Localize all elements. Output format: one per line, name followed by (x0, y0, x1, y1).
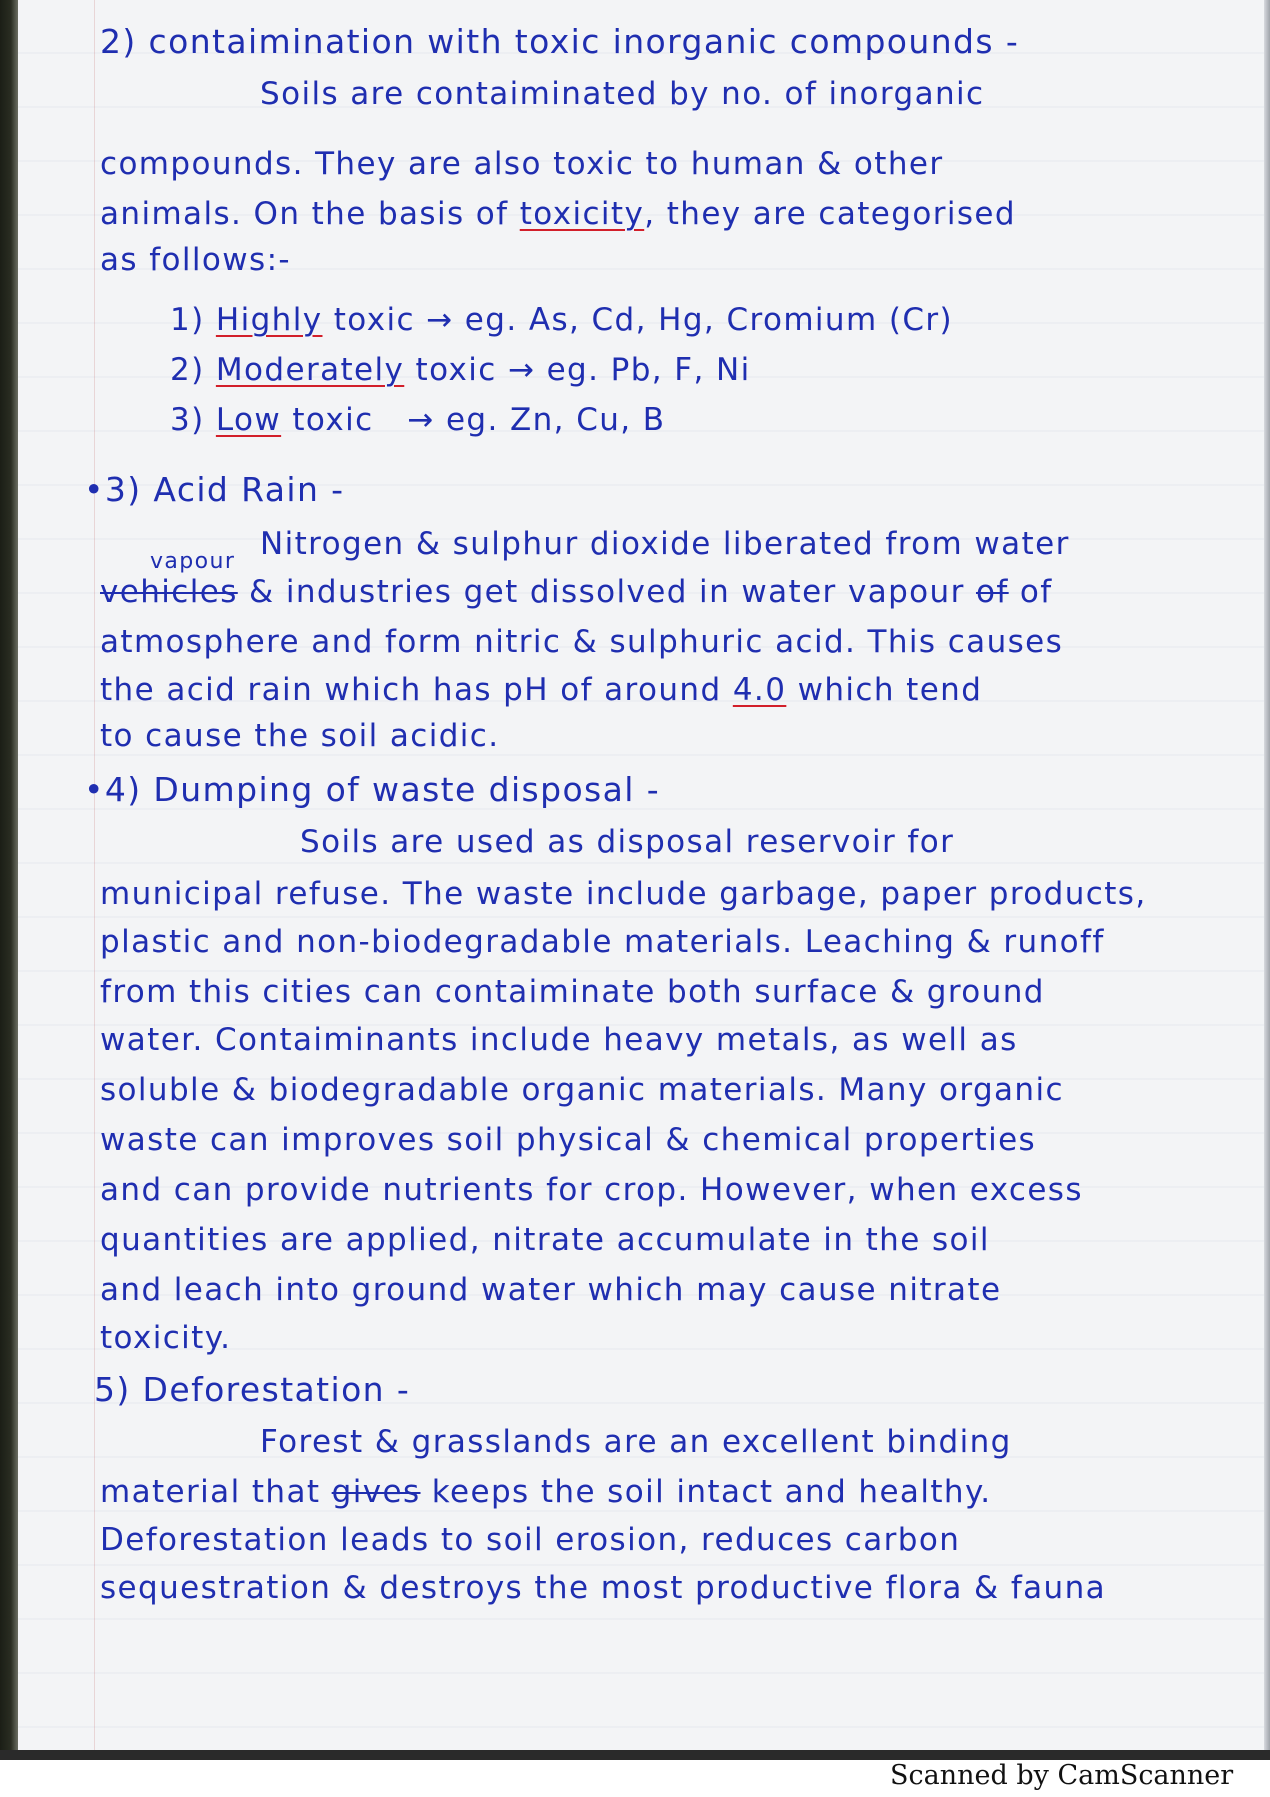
note-line: sequestration & destroys the most productive flora & fauna (100, 1570, 1107, 1606)
note-line: from this cities can contaiminate both surface & ground (100, 974, 1045, 1010)
underlined-word: toxicity (519, 196, 645, 232)
list-item: 2) Moderately toxic → eg. Pb, F, Ni (170, 352, 751, 388)
note-line: and leach into ground water which may cause nitrate (100, 1272, 1002, 1308)
note-line: municipal refuse. The waste include garbage, paper products, (100, 876, 1147, 912)
note-line: Forest & grasslands are an excellent binding (260, 1424, 1012, 1460)
note-line: the acid rain which has pH of around 4.0 which tend (100, 672, 983, 708)
note-line: atmosphere and form nitric & sulphuric acid. This causes (100, 624, 1064, 660)
note-line: quantities are applied, nitrate accumulate in the soil (100, 1222, 990, 1258)
note-line: Deforestation leads to soil erosion, reduces carbon (100, 1522, 961, 1558)
note-line: water. Contaiminants include heavy metals, as well as (100, 1022, 1018, 1058)
list-item: 1) Highly toxic → eg. As, Cd, Hg, Cromium (Cr) (170, 302, 954, 338)
heading-acid-rain: •3) Acid Rain - (84, 470, 345, 509)
note-line: Soils are contaiminated by no. of inorganic (260, 76, 985, 112)
heading-dumping: •4) Dumping of waste disposal - (84, 770, 661, 809)
note-line: vehicles & industries get dissolved in water vapour of of (100, 574, 1053, 610)
note-line: and can provide nutrients for crop. However, when excess (100, 1172, 1083, 1208)
struck-word: gives (331, 1474, 421, 1510)
margin-line (94, 0, 95, 1750)
note-line: Soils are used as disposal reservoir for (300, 824, 955, 860)
heading-deforestation: 5) Deforestation - (94, 1370, 411, 1409)
struck-word: vehicles (100, 574, 238, 610)
page-edge-right (1264, 0, 1270, 1750)
note-line: toxicity. (100, 1320, 232, 1356)
note-line: soluble & biodegradable organic materials. Many organic (100, 1072, 1064, 1108)
note-line: material that gives keeps the soil intact and healthy. (100, 1474, 992, 1510)
inserted-word: vapour (150, 549, 236, 574)
heading-inorganic: 2) contaimination with toxic inorganic compounds - (100, 22, 1020, 61)
note-line: compounds. They are also toxic to human & other (100, 146, 944, 182)
scanner-watermark: Scanned by CamScanner (890, 1760, 1234, 1791)
note-line: animals. On the basis of toxicity, they are categorised (100, 196, 1016, 232)
note-line: waste can improves soil physical & chemical properties (100, 1122, 1037, 1158)
list-item: 3) Low toxic → eg. Zn, Cu, B (170, 402, 666, 438)
note-line: Nitrogen & sulphur dioxide liberated from water (260, 526, 1070, 562)
page-edge-left (0, 0, 18, 1750)
note-line: plastic and non-biodegradable materials. Leaching & runoff (100, 924, 1105, 960)
note-line: to cause the soil acidic. (100, 718, 500, 754)
note-line: as follows:- (100, 242, 292, 278)
page-edge-bottom (0, 1750, 1270, 1760)
